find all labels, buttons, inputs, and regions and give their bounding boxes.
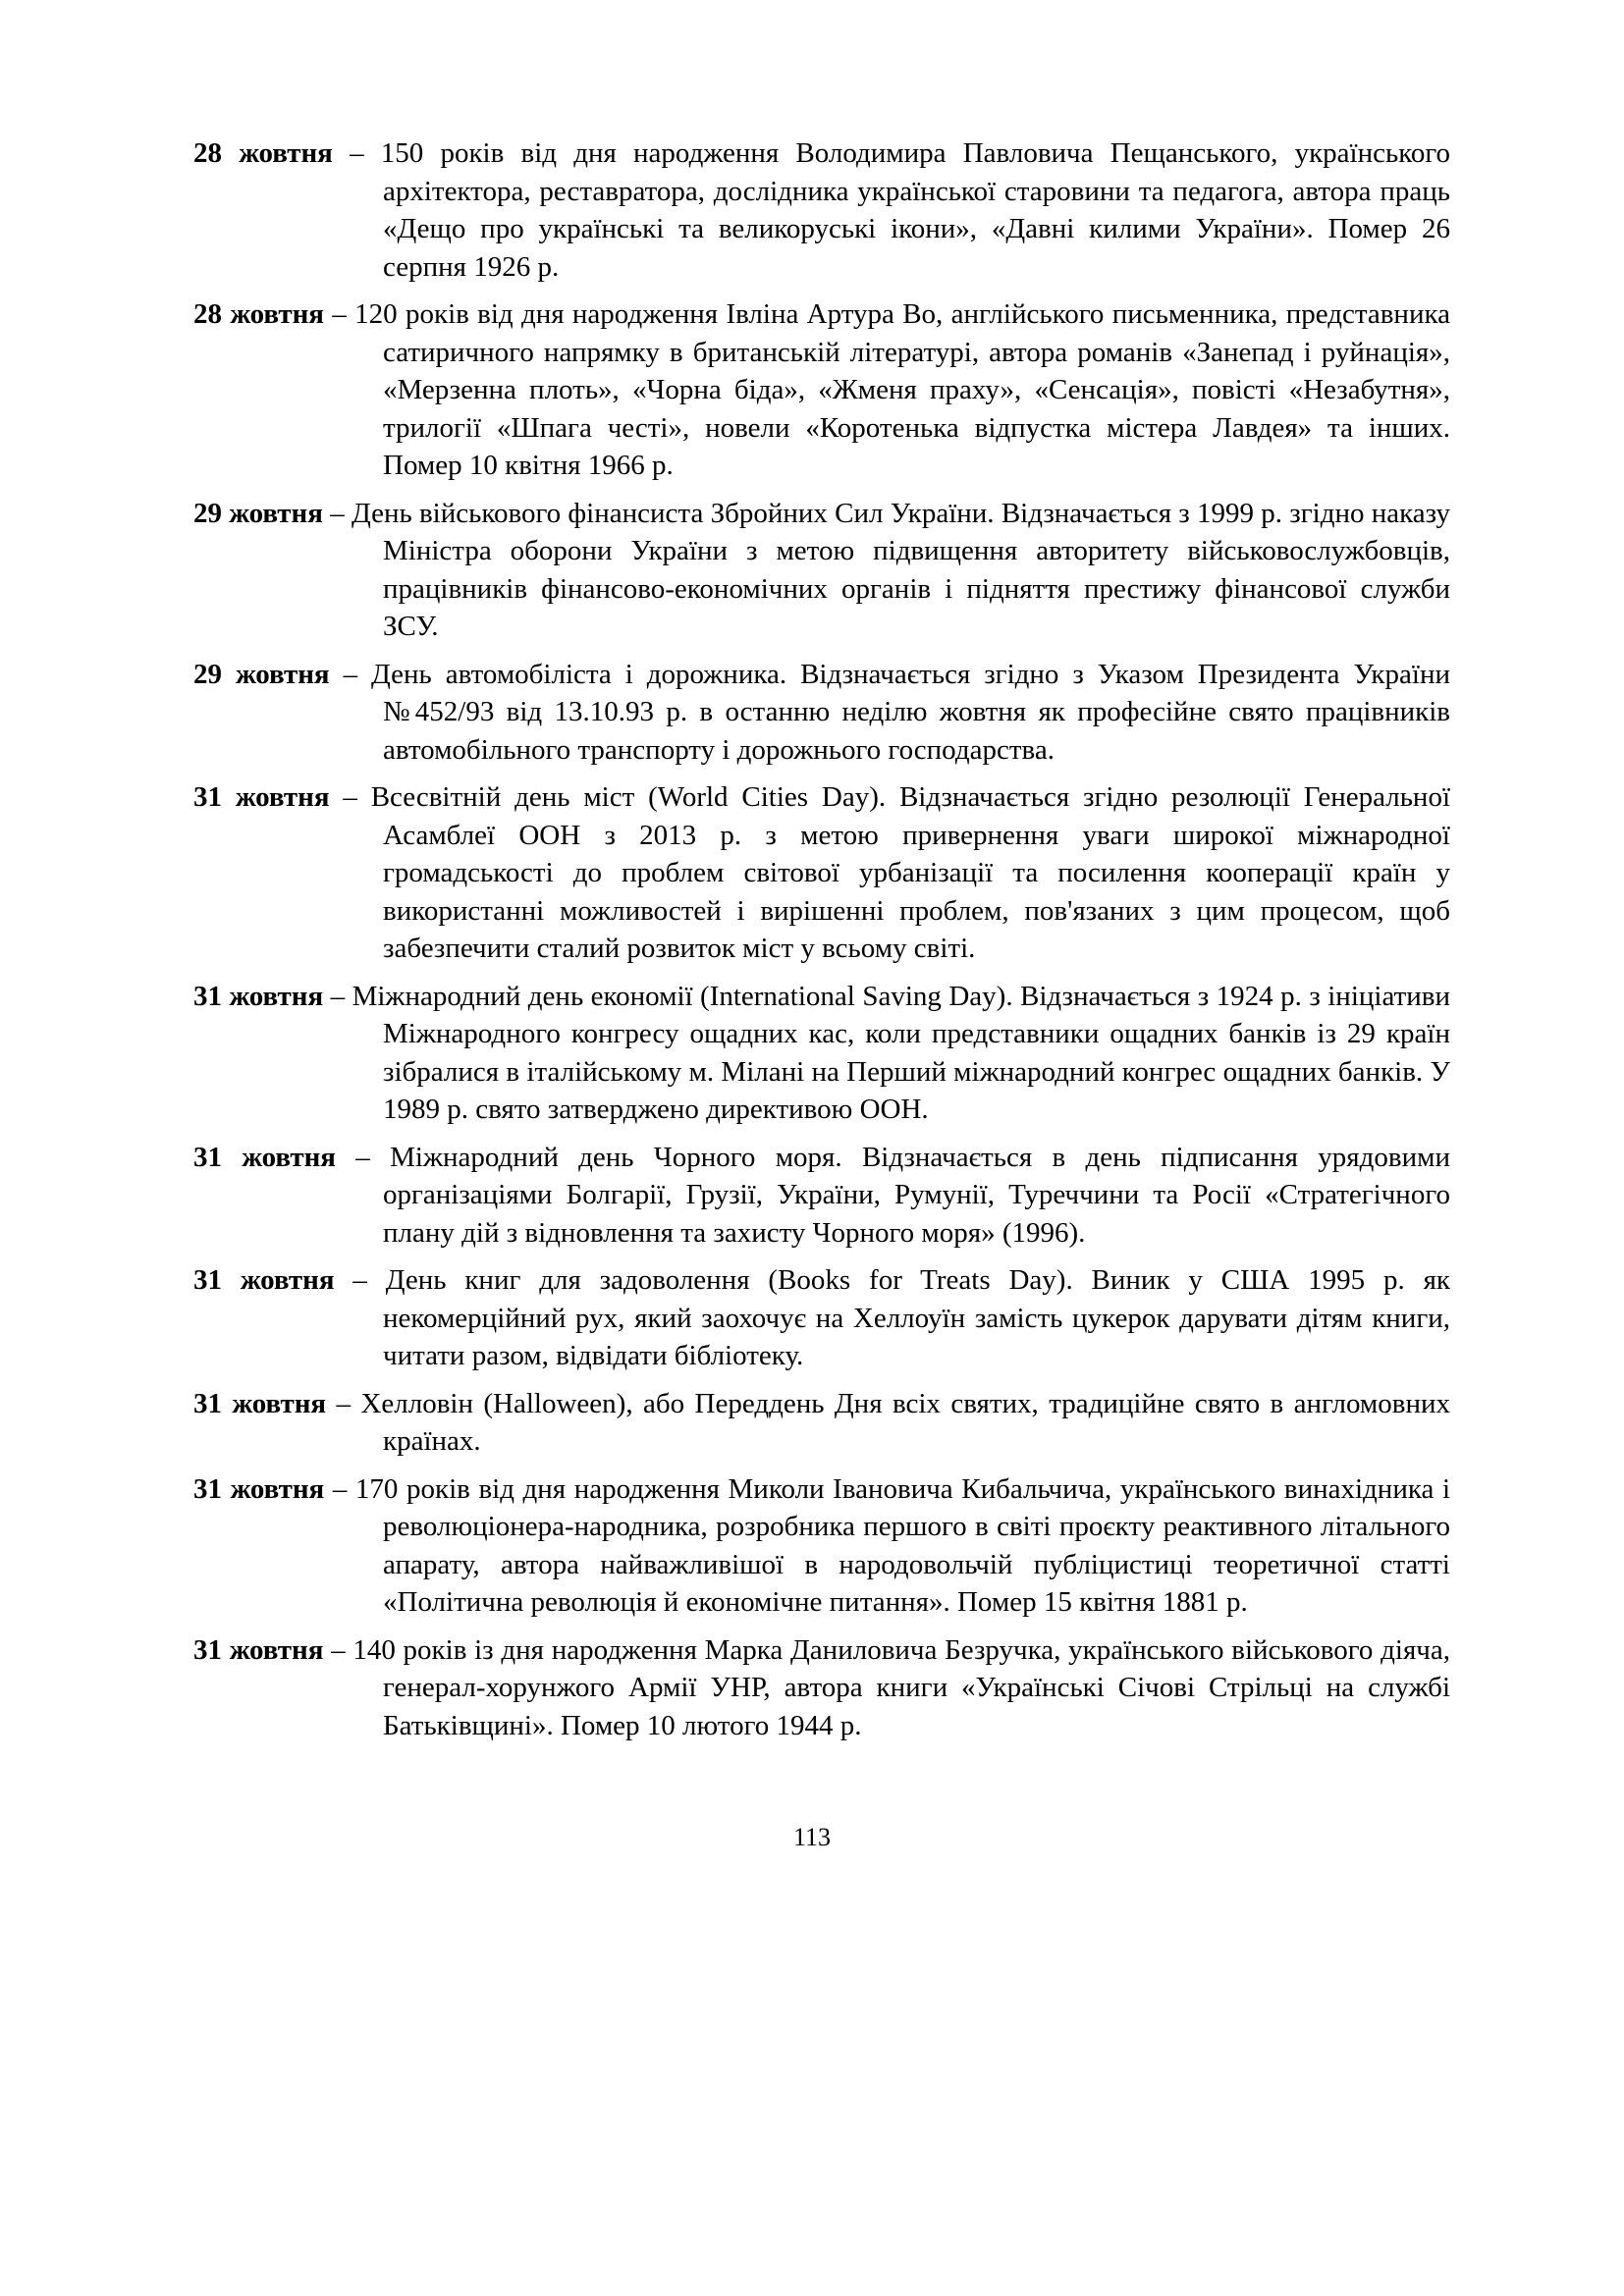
calendar-entry — [193, 1261, 1450, 1375]
entry-date: 29 жовтня — [193, 658, 330, 690]
calendar-entry — [193, 1139, 1450, 1253]
page-number: 113 — [792, 1823, 832, 1851]
entry-date: 31 жовтня — [193, 1264, 335, 1296]
calendar-entry — [193, 978, 1450, 1129]
calendar-entry — [193, 1385, 1450, 1461]
entry-text: – Міжнародний день Чорного моря. Відзначається в день підписання урядовими організаціями Болгарії, Грузії, України, Румунії, Туреччини та Росії «Стратегічного плану дій з відновлення та захисту Чорного моря» (1996). — [335, 1141, 1450, 1249]
entry-text: – День автомобіліста і дорожника. Відзначається згідно з Указом Президента України №452/93 від 13.10.93 р. в останню неділю жовтня як професійне свято працівників автомобільного транспорту і дорожнього господарства. — [329, 658, 1450, 766]
entry-date: 29 жовтня — [193, 497, 323, 529]
calendar-entry — [193, 1631, 1450, 1745]
entry-text: – 140 років із дня народження Марка Даниловича Безручка, українського військового діяча, генерал-хорунжого Армії УНР, автора книги «Українські Січові Стрільці на службі Батьківщині». Помер 10 лютого 1944 р. — [323, 1633, 1450, 1741]
calendar-entry — [193, 656, 1450, 770]
entry-text: – День книг для задоволення (Books for Treats Day). Виник у США 1995 р. як некомерційний рух, який заохочує на Хеллоуїн замість цукерок дарувати дітям книги, читати разом, відвідати бібліотеку. — [334, 1264, 1451, 1371]
page-content — [193, 134, 1450, 1754]
entry-text: – 120 років від дня народження Івліна Артура Во, англійського письменника, представника сатиричного напрямку в британській літературі, автора романів «Занепад і руйнація», «Мерзенна плоть», «Чорна біда», «Жменя праху», «Сенсація», повісті «Незабутня», трилогії «Шпага честі», новели «Коротенька відпустка містера Лавдея» та інших. Помер 10 квітня 1966 р. — [324, 298, 1450, 481]
entry-text: – День військового фінансиста Збройних Сил України. Відзначається з 1999 р. згідно наказу Міністра оборони України з метою підвищення авторитету військовослужбовців, працівників фінансово-економічних органів і підняття престижу фінансової служби ЗСУ. — [322, 497, 1450, 642]
calendar-entry — [193, 495, 1450, 646]
entry-date: 28 жовтня — [193, 137, 333, 169]
entry-date: 31 жовтня — [193, 1472, 325, 1505]
entry-date: 31 жовтня — [193, 1387, 327, 1419]
entry-date: 28 жовтня — [193, 298, 324, 330]
entry-date: 31 жовтня — [193, 781, 330, 813]
entry-text: – Міжнародний день економії (International Saving Day). Відзначається з 1924 р. з ініціативи Міжнародного конгресу ощадних кас, коли представники ощадних банків із 29 країн зібралися в італійському м. Мілані на Перший міжнародний конгрес ощадних банків. У 1989 р. свято затверджено директивою ООН. — [323, 980, 1450, 1125]
calendar-entry — [193, 1470, 1450, 1622]
entry-date: 31 жовтня — [193, 980, 324, 1012]
entry-date: 31 жовтня — [193, 1141, 336, 1173]
calendar-entry — [193, 295, 1450, 485]
calendar-entry — [193, 778, 1450, 968]
entry-text: – 150 років від дня народження Володимира Павловича Пещанського, українського архітектора, реставратора, дослідника української старовини та педагога, автора праць «Дещо про українські та великоруські ікони», «Давні килими України». Помер 26 серпня 1926 р. — [332, 137, 1450, 283]
entry-text: – 170 років від дня народження Миколи Івановича Кибальчича, українського винахідника і революціонера-народника, розробника першого в світі проєкту реактивного літального апарату, автора найважливішої в народовольчій публіцистиці теоретичної статті «Політична революція й економічне питання». Помер 15 квітня 1881 р. — [324, 1472, 1451, 1618]
entry-text: – Всесвітній день міст (World Cities Day). Відзначається згідно резолюції Генеральної Асамблеї ООН з 2013 р. з метою привернення уваги широкої міжнародної громадськості до проблем світової урбанізації та посилення кооперації країн у використанні можливостей і вирішенні проблем, пов'язаних з цим процесом, щоб забезпечити сталий розвиток міст у всьому світі. — [329, 781, 1450, 964]
entry-date: 31 жовтня — [193, 1633, 324, 1666]
entry-text: – Хелловін (Halloween), або Переддень Дня всіх святих, традиційне свято в англомовних країнах. — [326, 1387, 1450, 1457]
calendar-entry — [193, 134, 1450, 286]
